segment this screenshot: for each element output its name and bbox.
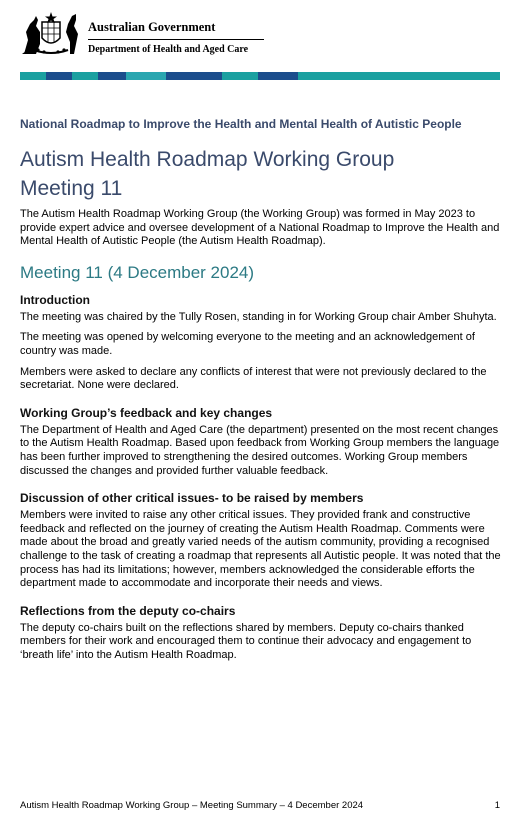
section-paragraph: The meeting was chaired by the Tully Rosen, standing in for Working Group chair Amber Shuhyta. — [20, 310, 497, 323]
intro-paragraph: The Autism Health Roadmap Working Group (the Working Group) was formed in May 2023 to provide expert advice and oversee development of a National Roadmap to Improve the Health and Mental Health of Autistic People (the Autism Health Roadmap). — [20, 208, 500, 248]
header-rule — [88, 39, 264, 40]
title-line-2: Meeting 11 — [20, 177, 123, 200]
section-heading-reflections: Reflections from the deputy co-chairs — [20, 603, 236, 618]
page-footer — [20, 800, 500, 811]
footer-text: Autism Health Roadmap Working Group – Meeting Summary – 4 December 2024 — [20, 800, 364, 811]
page-number: 1 — [494, 800, 500, 811]
section-paragraph: The deputy co-chairs built on the reflections shared by members. Deputy co-chairs thanked members for their work and encouraged them to continue their advocacy and engagement to ‘breath life’ into the Autism Health Roadmap. — [20, 621, 472, 661]
department-name: Department of Health and Aged Care — [88, 44, 249, 55]
section-heading-introduction: Introduction — [20, 292, 90, 307]
section-paragraph: Members were invited to raise any other critical issues. They provided frank and constructive feedback and reflected on the journey of creating the Autism Health Roadmap. Comments were made about the broad and greatly varied needs of the autism community, providing a recognised challenge to the task of creating a roadmap that represents all Autistic people. It was noted that the process has had its limitations; however, members acknowledged the considerable efforts the department made to accommodate and incorporate their needs and views. — [20, 509, 501, 590]
decorative-stripe — [20, 72, 500, 80]
page-title — [20, 145, 500, 203]
section-paragraph: The Department of Health and Aged Care (the department) presented on the most recent changes to the Autism Health Roadmap. Based upon feedback from Working Group members the language has been further improved to strengthening the desired outcomes. Working Group members discussed the changes and provided further valuable feedback. — [20, 423, 500, 477]
section-heading-feedback: Working Group’s feedback and key changes — [20, 405, 273, 420]
page-header — [20, 8, 502, 58]
document-subtitle: National Roadmap to Improve the Health and Mental Health of Autistic People — [20, 117, 462, 131]
section-paragraph: The meeting was opened by welcoming everyone to the meeting and an acknowledgement of country was made. — [20, 331, 475, 357]
meeting-heading: Meeting 11 (4 December 2024) — [20, 262, 255, 282]
document-body — [20, 208, 502, 669]
section-heading-critical-issues: Discussion of other critical issues- to be raised by members — [20, 491, 364, 506]
coat-of-arms-icon — [20, 10, 82, 56]
title-line-1: Autism Health Roadmap Working Group — [20, 148, 395, 171]
section-paragraph: Members were asked to declare any conflicts of interest that were not previously declared to the secretariat. None were declared. — [20, 365, 487, 392]
government-name: Australian Government — [88, 20, 216, 34]
